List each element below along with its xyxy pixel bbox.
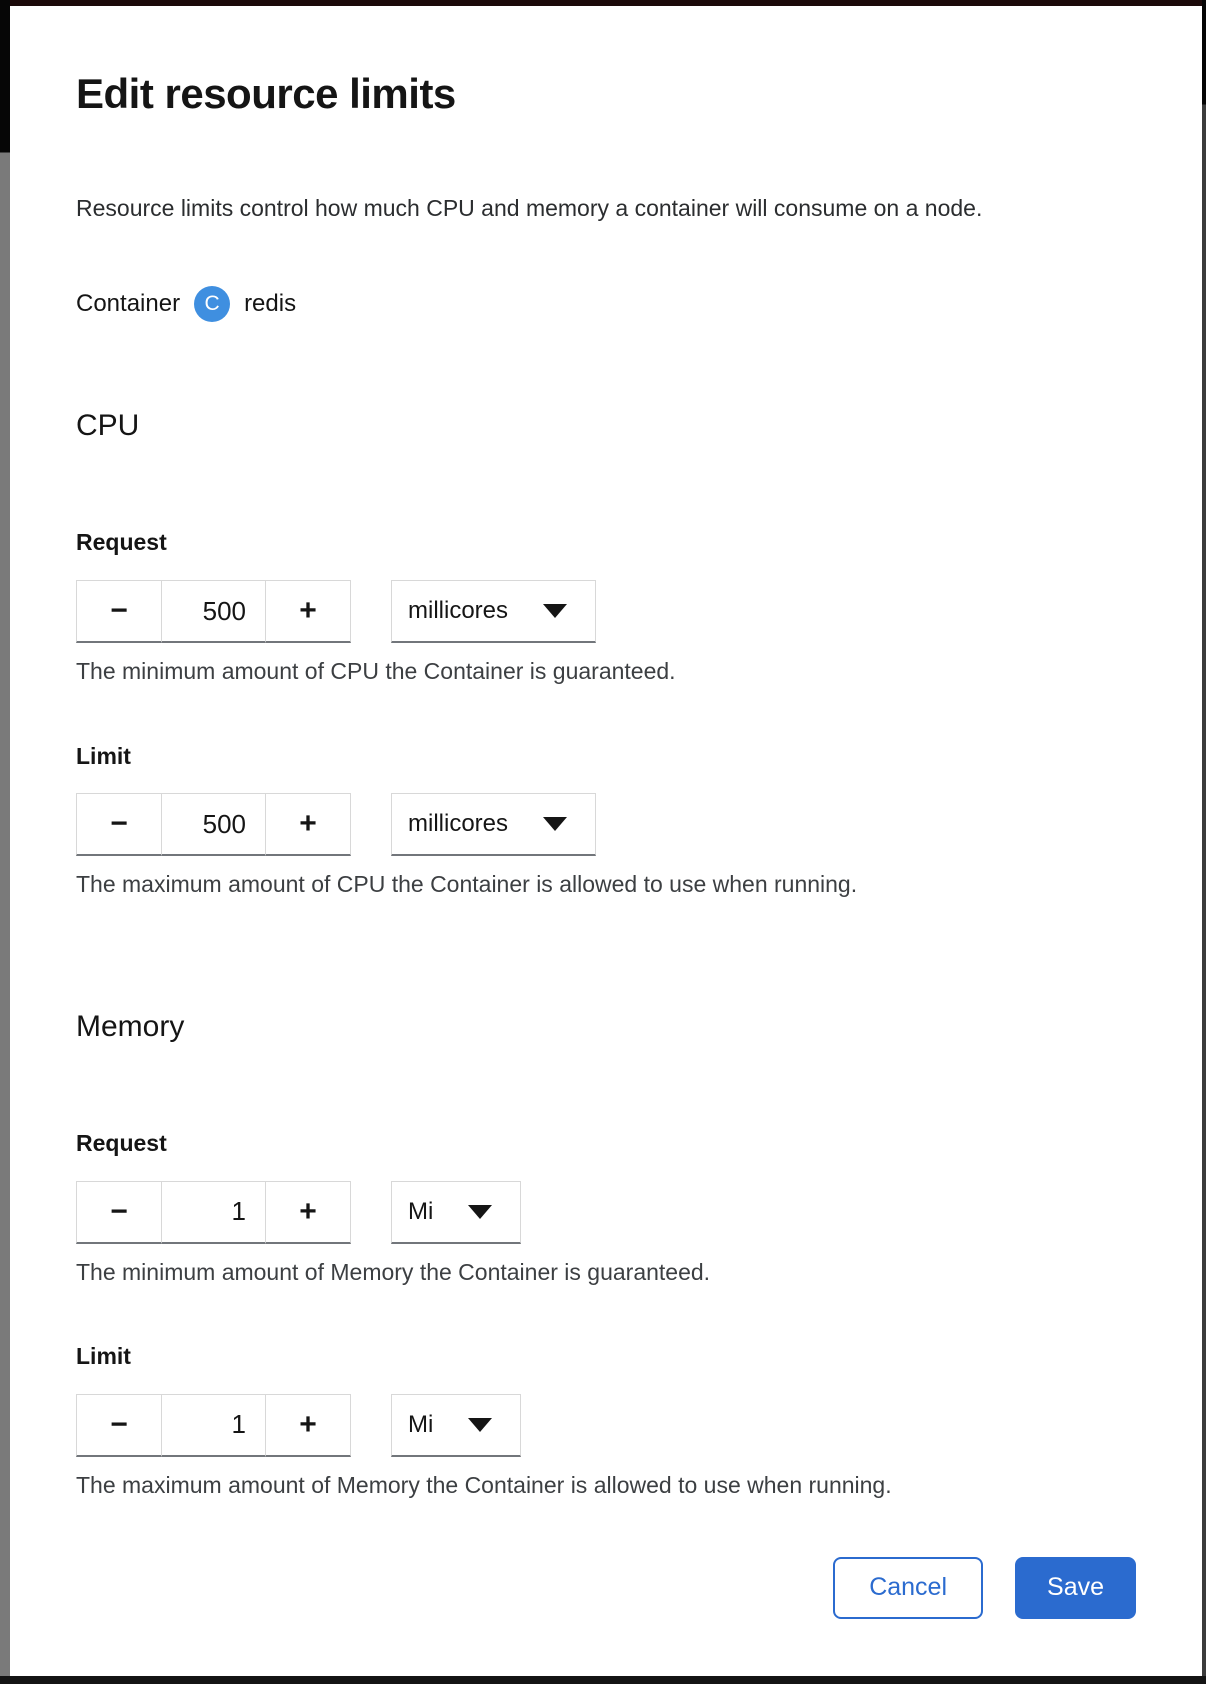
plus-icon: + [299,594,317,628]
cpu-limit-controls [76,793,1136,856]
container-row [76,286,1136,322]
caret-down-icon [468,1418,492,1432]
cpu-limit-increment-button[interactable] [265,793,351,856]
memory-request-unit-select[interactable] [391,1181,521,1244]
container-label: Container [76,290,181,318]
caret-down-icon [543,817,567,831]
minus-icon: − [110,807,128,841]
memory-limit-unit-select[interactable] [391,1394,521,1457]
cpu-request-number-input [76,580,351,643]
memory-limit-label: Limit [76,1342,131,1369]
memory-request-unit-value: Mi [408,1197,434,1225]
caret-down-icon [543,604,567,618]
modal-title: Edit resource limits [76,70,456,117]
page-edge-bottom [0,1676,1206,1684]
minus-icon: − [110,1194,128,1228]
cpu-request-decrement-button[interactable] [76,580,162,643]
modal-description: Resource limits control how much CPU and memory a container will consume on a node. [76,195,983,222]
cpu-limit-label: Limit [76,742,131,769]
cpu-limit-decrement-button[interactable] [76,793,162,856]
plus-icon: + [299,1407,317,1441]
caret-down-icon [468,1205,492,1219]
cpu-request-help-text: The minimum amount of CPU the Container is guaranteed. [76,658,676,685]
memory-limit-increment-button[interactable] [265,1394,351,1457]
cpu-request-value-input[interactable] [161,580,266,643]
cpu-limit-value-input[interactable] [161,793,266,856]
container-name: redis [244,290,297,318]
memory-limit-help-text: The maximum amount of Memory the Container is allowed to use when running. [76,1471,892,1498]
memory-request-label: Request [76,1129,167,1156]
memory-limit-decrement-button[interactable] [76,1394,162,1457]
minus-icon: − [110,1407,128,1441]
page-edge-left [0,0,10,1684]
cpu-request-unit-select[interactable] [391,580,596,643]
cpu-request-label: Request [76,529,167,556]
cpu-limit-field [76,742,1136,901]
plus-icon: + [299,807,317,841]
memory-request-help-text: The minimum amount of Memory the Container is guaranteed. [76,1258,711,1285]
cancel-button[interactable]: Cancel [833,1557,983,1619]
memory-request-number-input [76,1181,351,1244]
cpu-limit-number-input [76,793,351,856]
memory-request-increment-button[interactable] [265,1181,351,1244]
memory-limit-controls [76,1394,1136,1457]
memory-limit-field [76,1342,1136,1501]
cpu-section-heading: CPU [76,409,140,443]
plus-icon: + [299,1194,317,1228]
edit-resource-limits-modal [10,6,1202,1676]
memory-limit-value-input[interactable] [161,1394,266,1457]
minus-icon: − [110,594,128,628]
modal-footer [76,1557,1136,1619]
cpu-request-increment-button[interactable] [265,580,351,643]
memory-section-heading: Memory [76,1009,185,1043]
save-button[interactable]: Save [1015,1557,1136,1619]
cpu-limit-help-text: The maximum amount of CPU the Container is allowed to use when running. [76,871,858,898]
cpu-limit-unit-select[interactable] [391,793,596,856]
cpu-request-controls [76,580,1136,643]
memory-request-decrement-button[interactable] [76,1181,162,1244]
cpu-limit-unit-value: millicores [408,810,509,838]
memory-request-controls [76,1181,1136,1244]
memory-request-field [76,1129,1136,1288]
memory-limit-unit-value: Mi [408,1410,434,1438]
cpu-request-field [76,528,1136,687]
cpu-request-unit-value: millicores [408,597,509,625]
memory-request-value-input[interactable] [161,1181,266,1244]
container-badge-icon: C [194,286,230,322]
page-edge-right [1202,0,1206,1684]
memory-limit-number-input [76,1394,351,1457]
